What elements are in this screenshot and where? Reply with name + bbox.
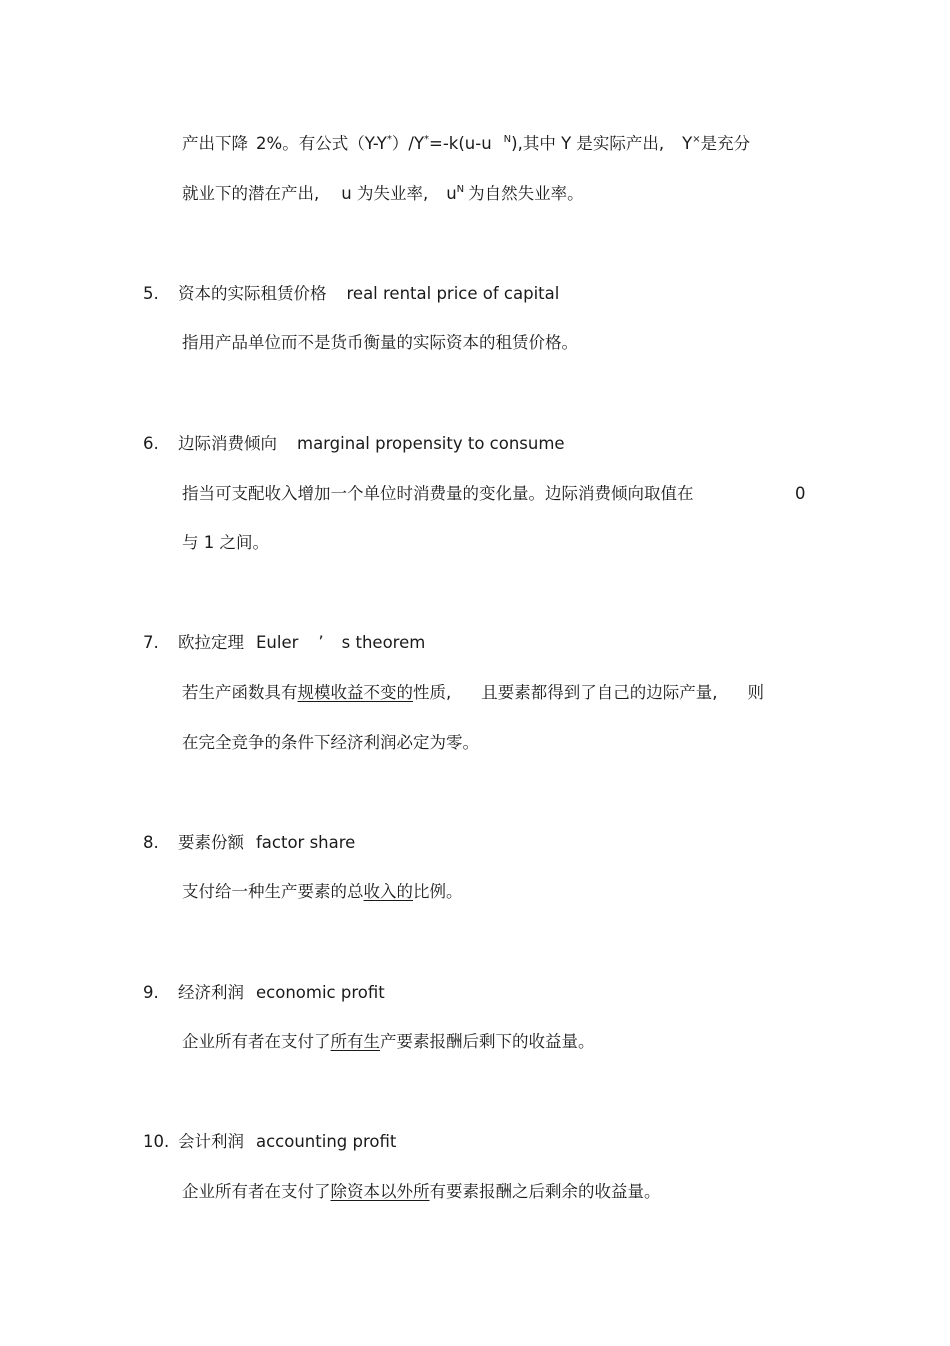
term-chinese: 资本的实际租赁价格 xyxy=(178,284,327,303)
term-heading-7 xyxy=(143,632,425,654)
superscript: N xyxy=(503,134,512,145)
text-segment: u 为失业率, xyxy=(341,184,429,203)
text-segment: u xyxy=(446,184,457,203)
term-number: 8. xyxy=(143,833,159,852)
term-chinese: 经济利润 xyxy=(178,983,244,1002)
term-definition-5 xyxy=(182,332,578,354)
term-chinese: 会计利润 xyxy=(178,1132,244,1151)
term-number: 5. xyxy=(143,284,159,303)
definition-text: 产要素报酬后剩下的收益量。 xyxy=(380,1032,595,1051)
superscript: * xyxy=(386,134,392,145)
term-heading-10 xyxy=(143,1131,396,1153)
term-definition-6-line-1 xyxy=(182,483,694,505)
definition-text: 且要素都得到了自己的边际产量, xyxy=(481,683,718,702)
term-chinese: 欧拉定理 xyxy=(178,633,244,652)
term-number: 10. xyxy=(143,1132,170,1151)
term-english: factor share xyxy=(256,833,356,852)
definition-underlined: 收入的 xyxy=(363,882,413,901)
term-english: accounting profit xyxy=(256,1132,397,1151)
definition-text: 企业所有者在支付了 xyxy=(182,1182,331,1201)
definition-underlined: 规模收益不变的 xyxy=(297,683,413,702)
term-english: Euler xyxy=(256,633,299,652)
term-number: 6. xyxy=(143,434,159,453)
definition-text: 在完全竞争的条件下经济利润必定为零。 xyxy=(182,733,479,752)
term-english: real rental price of capital xyxy=(346,284,560,303)
definition-underlined: 除资本以外所 xyxy=(330,1182,430,1201)
term-definition-8 xyxy=(182,881,463,903)
term-definition-6-line-2 xyxy=(182,532,269,554)
definition-text: 与 1 之间。 xyxy=(182,533,269,552)
superscript: * xyxy=(424,134,430,145)
term-english: s theorem xyxy=(341,633,426,652)
term-definition-6-value xyxy=(795,483,806,505)
text-segment: 产出下降 xyxy=(182,134,248,153)
superscript: N xyxy=(456,184,465,195)
definition-underlined: 所有生 xyxy=(330,1032,380,1051)
definition-text: 指当可支配收入增加一个单位时消费量的变化量。边际消费倾向取值在 xyxy=(182,484,694,503)
term-english: marginal propensity to consume xyxy=(297,434,565,453)
definition-text: 有要素报酬之后剩余的收益量。 xyxy=(429,1182,661,1201)
text-segment: Y xyxy=(682,134,693,153)
term-definition-9 xyxy=(182,1031,595,1053)
term-heading-5 xyxy=(143,283,559,305)
term-number: 9. xyxy=(143,983,159,1002)
definition-text: 比例。 xyxy=(413,882,463,901)
continuation-line-2 xyxy=(182,183,584,205)
text-segment: 。有公式（Y-Y xyxy=(282,134,387,153)
continuation-line-1 xyxy=(182,133,750,155)
term-english-apostrophe: ’ xyxy=(318,633,324,652)
definition-text: 指用产品单位而不是货币衡量的实际资本的租赁价格。 xyxy=(182,333,578,352)
definition-text: 0 xyxy=(795,484,806,503)
term-english: economic profit xyxy=(256,983,385,1002)
definition-text: 性质, xyxy=(413,683,452,702)
term-number: 7. xyxy=(143,633,159,652)
text-segment: 2% xyxy=(256,134,283,153)
term-definition-7-line-2 xyxy=(182,732,479,754)
definition-text: 支付给一种生产要素的总 xyxy=(182,882,364,901)
text-segment: 为自然失业率。 xyxy=(468,184,584,203)
term-chinese: 边际消费倾向 xyxy=(178,434,277,453)
text-segment: =-k(u-u xyxy=(429,134,492,153)
definition-text: 若生产函数具有 xyxy=(182,683,298,702)
definition-text: 企业所有者在支付了 xyxy=(182,1032,331,1051)
definition-text: 则 xyxy=(747,683,764,702)
term-definition-7-line-1 xyxy=(182,682,764,704)
term-heading-6 xyxy=(143,433,565,455)
text-segment: 是充分 xyxy=(700,134,751,153)
superscript: × xyxy=(692,134,701,145)
term-heading-8 xyxy=(143,832,355,854)
text-segment: 就业下的潜在产出, xyxy=(182,184,320,203)
text-segment: ）/Y xyxy=(391,134,425,153)
term-definition-10 xyxy=(182,1181,661,1203)
text-segment: ),其中 Y 是实际产出, xyxy=(511,134,665,153)
term-heading-9 xyxy=(143,982,385,1004)
term-chinese: 要素份额 xyxy=(178,833,244,852)
